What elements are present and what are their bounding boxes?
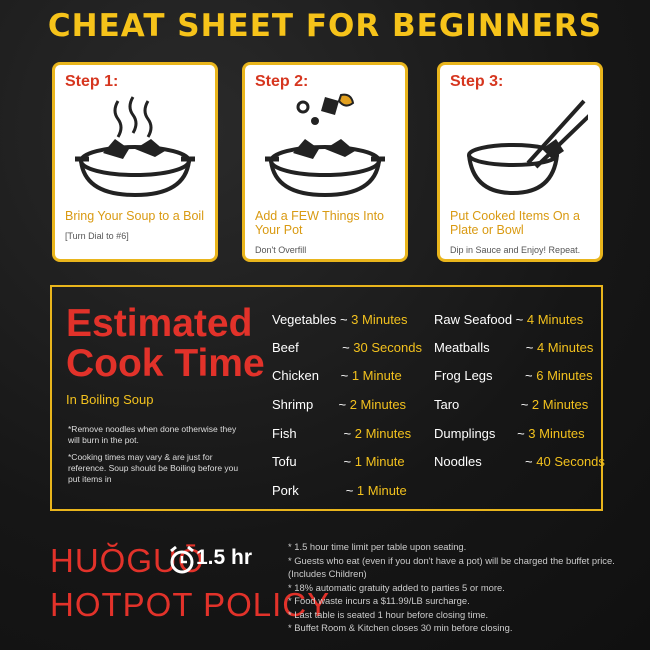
food-name: Shrimp	[272, 397, 314, 412]
cook-time: 1 Minute	[351, 368, 402, 383]
food-name: Chicken	[272, 368, 319, 383]
heading-line-2: Cook Time	[66, 342, 265, 385]
food-name: Pork	[272, 483, 299, 498]
cook-time: 2 Minutes	[531, 397, 589, 412]
page-title: CHEAT SHEET FOR BEGINNERS	[47, 8, 603, 44]
cook-time: 2 Minutes	[354, 426, 412, 441]
cook-row: Dumplings ~ 3 Minutes	[434, 426, 585, 441]
noodle-note: *Remove noodles when done otherwise they will burn in the pot.	[68, 424, 237, 445]
cook-row: Beef ~ 30 Seconds	[272, 340, 422, 355]
pot-adding-food-icon	[263, 93, 393, 203]
cook-row: Noodles ~ 40 Seconds	[434, 454, 605, 469]
policy-title-line1: HUŎGUŌ	[50, 542, 205, 579]
cook-time: 6 Minutes	[536, 368, 593, 383]
cook-row: Pork ~ 1 Minute	[272, 483, 407, 498]
policy-rule: * Food waste incurs a $11.99/LB surcharge.	[288, 595, 470, 606]
cook-row: Tofu ~ 1 Minute	[272, 454, 405, 469]
food-name: Meatballs	[434, 340, 490, 355]
cook-time: 3 Minutes	[351, 312, 408, 327]
reference-note: *Cooking times may vary & are just for reference. Soup should be Boiling before you put items in	[68, 452, 239, 484]
cook-time: 40 Seconds	[536, 454, 605, 469]
food-name: Taro	[434, 397, 460, 412]
policy-rule: * Buffet Room & Kitchen closes 30 min before closing.	[288, 622, 513, 633]
cook-row: Meatballs ~ 4 Minutes	[434, 340, 594, 355]
cook-row: Raw Seafood ~ 4 Minutes	[434, 312, 584, 327]
time-limit-label: 1.5 hr	[196, 546, 253, 569]
policy-rule: * Last table is seated 1 hour before closing time.	[288, 608, 489, 620]
food-name: Fish	[272, 426, 297, 441]
food-name: Frog Legs	[434, 368, 493, 383]
food-name: Raw Seafood	[434, 312, 513, 327]
cook-row: Taro ~ 2 Minutes	[434, 397, 589, 412]
step-subtext: [Turn Dial to #6]	[65, 231, 129, 241]
cook-time: 30 Seconds	[353, 340, 422, 355]
policy-rule: * 1.5 hour time limit per table upon seating.	[288, 541, 467, 552]
step-subtext: Dip in Sauce and Enjoy! Repeat.	[450, 245, 581, 255]
cook-row: Vegetables ~ 3 Minutes	[272, 312, 408, 327]
cook-row: Chicken ~ 1 Minute	[272, 368, 402, 383]
step-label: Step 1:	[65, 73, 119, 90]
policy-rule: * Guests who eat (even if you don't have a pot) will be charged the buffet price. (Includes Children)	[288, 554, 615, 579]
food-name: Beef	[272, 340, 299, 355]
food-name: Vegetables	[272, 312, 337, 327]
step-card-2	[242, 62, 408, 262]
cook-subheading: In Boiling Soup	[66, 392, 154, 407]
step-label: Step 2:	[255, 73, 309, 90]
alarm-clock-icon	[168, 545, 196, 575]
step-caption: Add a FEW Things Into Your Pot	[255, 209, 384, 237]
step-card-1	[52, 62, 218, 262]
policy-rules	[288, 540, 628, 635]
food-name: Dumplings	[434, 426, 496, 441]
step-caption: Put Cooked Items On a Plate or Bowl	[450, 209, 580, 237]
cook-time-heading	[66, 304, 265, 384]
cook-time: 1 Minute	[354, 454, 405, 469]
step-label: Step 3:	[450, 73, 504, 90]
cook-row: Fish ~ 2 Minutes	[272, 426, 412, 441]
cook-time: 4 Minutes	[526, 312, 584, 327]
step-card-3	[437, 62, 603, 262]
cook-time: 2 Minutes	[349, 397, 407, 412]
cook-time-panel	[50, 285, 603, 511]
step-subtext: Don't Overfill	[255, 245, 307, 255]
policy-rule: * 18% automatic gratuity added to parties 5 or more.	[288, 581, 505, 593]
cook-row: Frog Legs ~ 6 Minutes	[434, 368, 593, 383]
steaming-pot-icon	[73, 93, 203, 203]
cook-time: 1 Minute	[356, 483, 407, 498]
cook-time: 4 Minutes	[536, 340, 594, 355]
food-name: Tofu	[272, 454, 297, 469]
cook-time: 3 Minutes	[528, 426, 585, 441]
heading-line-1: Estimated	[66, 302, 253, 345]
step-caption: Bring Your Soup to a Boil	[65, 209, 204, 223]
bowl-chopsticks-icon	[458, 93, 588, 203]
cook-row: Shrimp ~ 2 Minutes	[272, 397, 407, 412]
policy-title-line2: HOTPOT POLICY	[50, 586, 331, 623]
food-name: Noodles	[434, 454, 482, 469]
